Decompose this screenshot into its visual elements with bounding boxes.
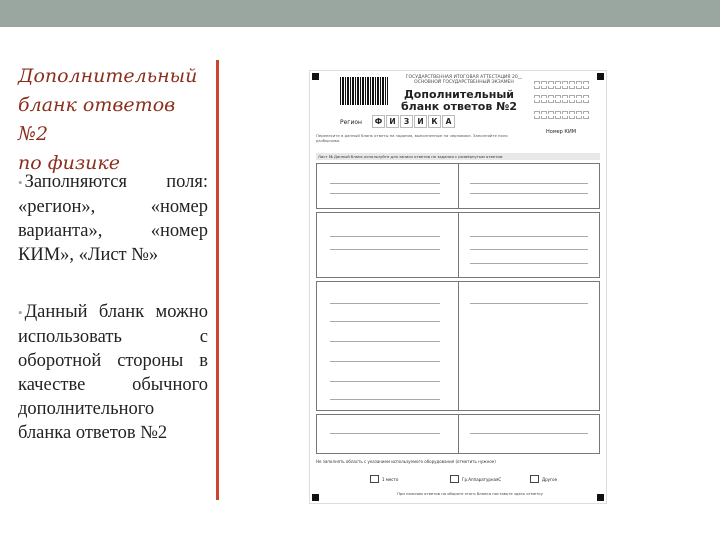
answer-section [316,163,600,209]
region-label: Регион [340,119,362,126]
answer-line [330,193,440,194]
answer-section [316,212,600,278]
answer-section [316,414,600,454]
answer-line [330,433,440,434]
checkbox-icon [370,475,379,483]
answer-line [330,361,440,362]
corner-marker-icon [312,494,319,501]
answer-section [316,281,600,411]
answer-line [330,249,440,250]
kim-label: Номер КИМ [546,129,577,135]
subject-letter: И [414,115,427,128]
equipment-option [530,475,557,483]
answer-line [330,321,440,322]
sheet-info-bar: Лист № Данный бланк используйте для записи ответов на задания с развёрнутым ответом [316,153,600,160]
barcode-icon [340,77,388,105]
answer-line [330,183,440,184]
equipment-option [450,475,501,483]
kim-boxes [534,111,589,119]
checkbox-icon [450,475,459,483]
equipment-note: Не заполнять область с указанием используемого оборудования (отметить нужное) [316,459,496,464]
slide-title [18,62,208,178]
answer-sheet-image [309,70,607,504]
title-line: Дополнительный [18,65,198,87]
answer-line [470,303,588,304]
answer-line [470,193,588,194]
bullet-text: Заполняются поля: «регион», «номер варианта», «номер КИМ», «Лист №» [18,172,208,265]
answer-line [470,249,588,250]
title-line: по физике [18,152,121,174]
subject-letter: И [386,115,399,128]
bullet-usage [18,300,208,445]
answer-line [330,236,440,237]
answer-line [330,399,440,400]
bullet-fields [18,170,208,267]
subject-letter: Ф [372,115,385,128]
subject-letter: А [442,115,455,128]
option-label: Гр.АппаратурнаяС [462,476,502,482]
corner-marker-icon [597,73,604,80]
subject-letter: З [400,115,413,128]
answer-line [330,381,440,382]
answer-line [330,303,440,304]
answer-line [470,183,588,184]
corner-marker-icon [597,494,604,501]
corner-marker-icon [312,73,319,80]
option-label: 1 место [382,476,399,482]
sheet-title: Дополнительный бланк ответов №2 [400,88,518,113]
bullet-dot-icon: • [18,305,23,320]
subject-boxes [372,115,455,128]
checkbox-icon [530,475,539,483]
answer-line [470,433,588,434]
vertical-divider [216,60,219,500]
sheet-header: ГОСУДАРСТВЕННАЯ ИТОГОВАЯ АТТЕСТАЦИЯ 20__ ОСНОВНОЙ ГОСУДАРСТВЕННЫЙ ЭКЗАМЕН [405,75,523,85]
bullet-text: Данный бланк можно использовать с оборотной стороны в качестве обычного дополнительного бланка ответов №2 [18,302,208,443]
subject-letter: К [428,115,441,128]
code-boxes [534,95,589,103]
code-boxes [534,81,589,89]
sheet-footnote: При наличии ответов на обороте этого бланка поставьте здесь отметку [397,491,543,496]
answer-line [470,236,588,237]
bullet-dot-icon: • [18,175,23,190]
option-label: Другое [542,476,558,482]
answer-line [470,263,588,264]
top-accent-bar [0,0,720,27]
sheet-instruction: Перенесите в данный бланк ответы на задания, выполненные на черновике. Заполняйте поля разборчиво. [316,133,508,143]
answer-line [330,341,440,342]
equipment-option [370,475,398,483]
title-line: бланк ответов №2 [18,94,176,145]
